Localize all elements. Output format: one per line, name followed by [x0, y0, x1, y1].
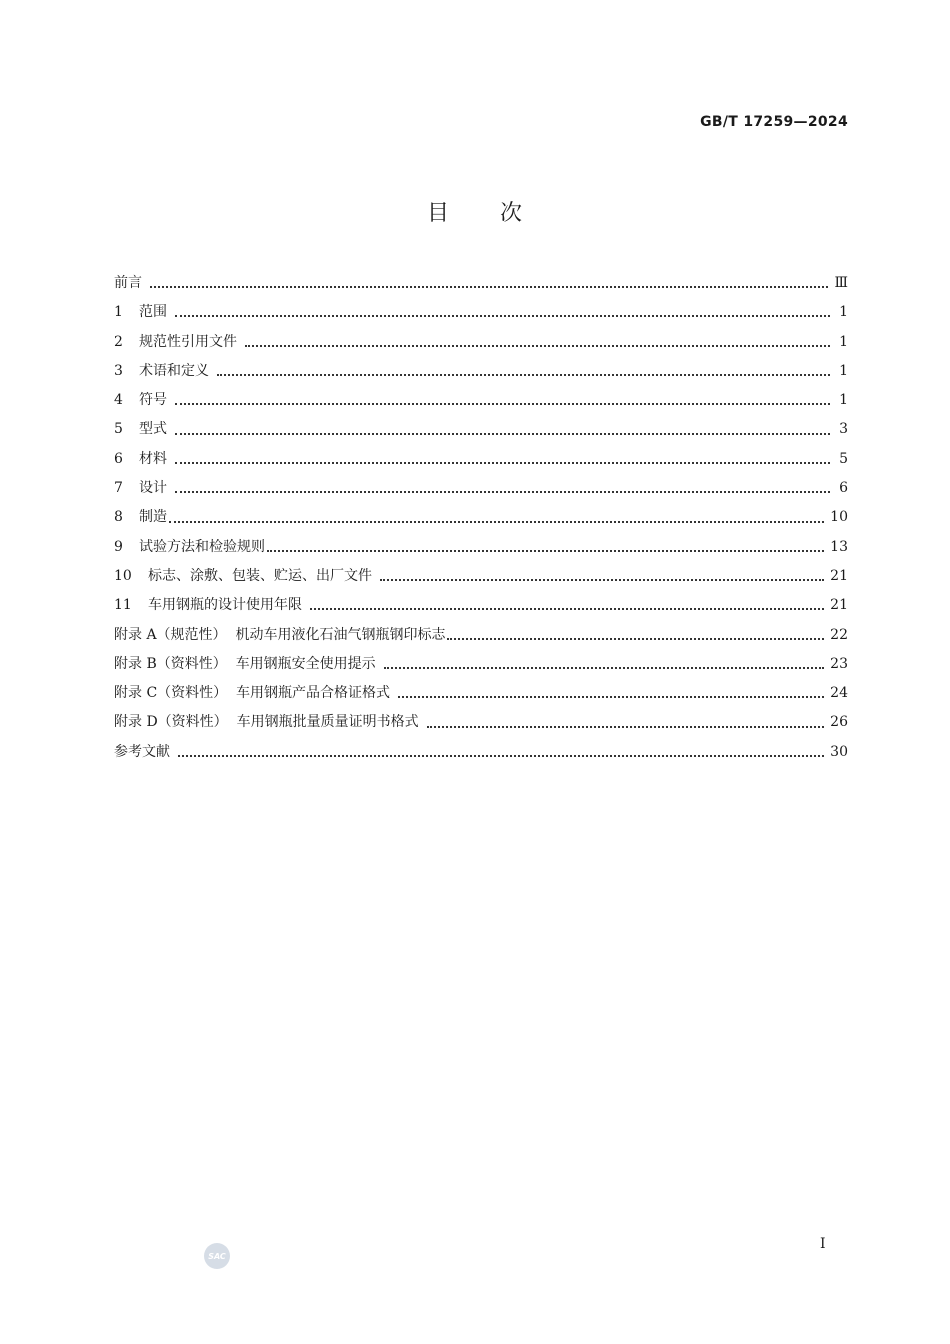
- toc-page: 6: [839, 480, 848, 497]
- toc-entry-11[interactable]: [114, 591, 848, 620]
- toc-entry-annex-c[interactable]: [114, 679, 848, 708]
- standard-code: GB/T 17259—2024: [700, 114, 848, 130]
- toc-page: 10: [830, 509, 848, 526]
- toc-page: 24: [830, 685, 848, 702]
- toc-leader: [175, 402, 830, 405]
- toc-leader: [267, 549, 824, 552]
- title-char-1: 目: [426, 201, 450, 226]
- toc-label: 附录 D（资料性） 车用钢瓶批量质量证明书格式: [114, 714, 419, 731]
- toc-label: 符号: [139, 392, 167, 409]
- toc-entry-5[interactable]: [114, 415, 848, 444]
- table-of-contents: [114, 269, 848, 767]
- sac-logo: SAC: [204, 1243, 230, 1269]
- toc-leader: [380, 578, 824, 581]
- toc-entry-6[interactable]: [114, 445, 848, 474]
- toc-entry-4[interactable]: [114, 386, 848, 415]
- toc-label: 前言: [114, 275, 142, 291]
- toc-entry-foreword[interactable]: [114, 269, 848, 298]
- toc-number: 10: [114, 567, 132, 584]
- toc-number: 6: [114, 450, 123, 467]
- toc-number: 7: [114, 480, 123, 497]
- toc-number: 5: [114, 421, 123, 438]
- toc-label: 术语和定义: [139, 362, 209, 379]
- toc-label: 范围: [139, 304, 167, 321]
- toc-page: 21: [830, 597, 848, 614]
- toc-leader: [245, 344, 830, 347]
- toc-entry-annex-b[interactable]: [114, 650, 848, 679]
- toc-label: 参考文献: [114, 743, 170, 760]
- toc-entry-8[interactable]: [114, 503, 848, 532]
- title-char-2: 次: [500, 201, 524, 226]
- page-title: [0, 196, 950, 227]
- page-number: I: [820, 1236, 826, 1252]
- toc-page: 30: [830, 743, 848, 760]
- toc-label: 设计: [139, 480, 167, 497]
- toc-entry-10[interactable]: [114, 562, 848, 591]
- toc-leader: [447, 637, 824, 640]
- toc-page: 1: [839, 362, 848, 379]
- toc-page: 1: [839, 304, 848, 321]
- toc-leader: [384, 666, 825, 669]
- toc-leader: [169, 520, 824, 523]
- toc-label: 标志、涂敷、包装、贮运、出厂文件: [148, 567, 372, 584]
- toc-page: 21: [830, 567, 848, 584]
- toc-entry-bibliography[interactable]: [114, 738, 848, 767]
- toc-page: 26: [830, 714, 848, 731]
- toc-number: 2: [114, 333, 123, 350]
- toc-page: 13: [830, 538, 848, 555]
- toc-page: 1: [839, 333, 848, 350]
- toc-number: 4: [114, 392, 123, 409]
- toc-entry-9[interactable]: [114, 533, 848, 562]
- toc-number: 11: [114, 597, 132, 614]
- toc-entry-annex-a[interactable]: [114, 621, 848, 650]
- toc-label: 试验方法和检验规则: [139, 538, 265, 555]
- toc-entry-7[interactable]: [114, 474, 848, 503]
- toc-page: 5: [839, 450, 848, 467]
- toc-leader: [150, 285, 828, 288]
- toc-leader: [217, 373, 830, 376]
- toc-page: 22: [830, 626, 848, 643]
- toc-label: 规范性引用文件: [139, 333, 237, 350]
- toc-leader: [310, 607, 824, 610]
- toc-leader: [178, 754, 824, 757]
- toc-number: 9: [114, 538, 123, 555]
- toc-entry-3[interactable]: [114, 357, 848, 386]
- toc-number: 1: [114, 304, 123, 321]
- toc-number: 8: [114, 509, 123, 526]
- toc-page: 23: [830, 655, 848, 672]
- toc-leader: [175, 461, 830, 464]
- toc-leader: [427, 725, 825, 728]
- toc-entry-1[interactable]: [114, 298, 848, 327]
- toc-label: 车用钢瓶的设计使用年限: [148, 597, 302, 614]
- toc-page: Ⅲ: [834, 275, 848, 291]
- toc-leader: [398, 695, 824, 698]
- toc-page: 3: [839, 421, 848, 438]
- toc-number: 3: [114, 362, 123, 379]
- toc-leader: [175, 314, 830, 317]
- toc-leader: [175, 432, 830, 435]
- toc-leader: [175, 490, 830, 493]
- toc-label: 附录 A（规范性） 机动车用液化石油气钢瓶钢印标志: [114, 626, 446, 643]
- toc-entry-2[interactable]: [114, 328, 848, 357]
- toc-label: 材料: [139, 450, 167, 467]
- toc-label: 制造: [139, 509, 167, 526]
- toc-label: 型式: [139, 421, 167, 438]
- toc-entry-annex-d[interactable]: [114, 708, 848, 737]
- toc-page: 1: [839, 392, 848, 409]
- toc-label: 附录 B（资料性） 车用钢瓶安全使用提示: [114, 655, 376, 672]
- toc-label: 附录 C（资料性） 车用钢瓶产品合格证格式: [114, 685, 391, 702]
